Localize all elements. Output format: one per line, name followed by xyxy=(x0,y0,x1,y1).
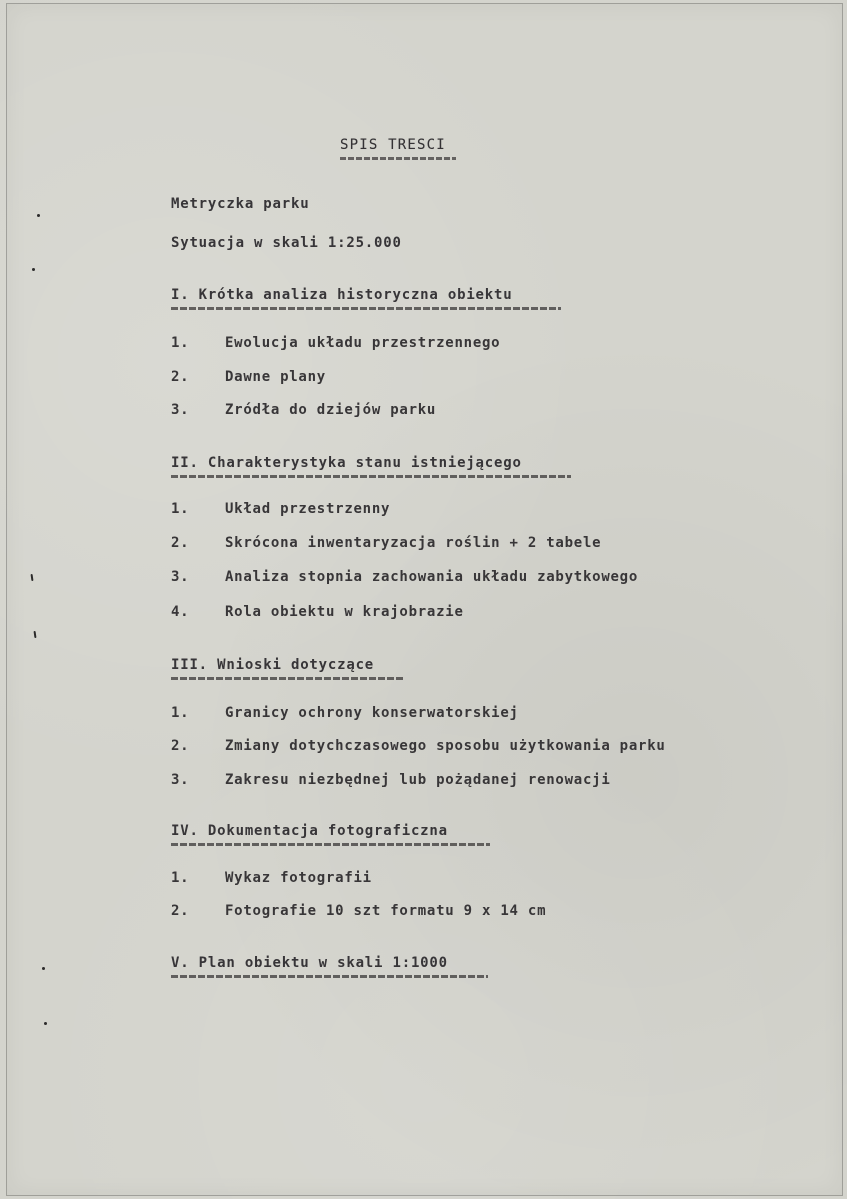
page-title: SPIS TRESCI xyxy=(340,137,446,153)
item-text: Wykaz fotografii xyxy=(225,870,372,886)
item-text: Ewolucja układu przestrzennego xyxy=(225,335,501,351)
item-text: Skrócona inwentaryzacja roślin + 2 tabele xyxy=(225,535,602,551)
section-heading: II. Charakterystyka stanu istniejącego xyxy=(171,455,522,471)
list-item xyxy=(171,534,601,552)
list-item xyxy=(171,500,390,518)
margin-mark xyxy=(32,268,35,271)
margin-mark xyxy=(37,214,40,217)
list-item xyxy=(171,401,436,419)
item-text: Analiza stopnia zachowania układu zabytkowego xyxy=(225,569,639,585)
item-number: 1. xyxy=(171,705,190,721)
item-text: Fotografie 10 szt formatu 9 x 14 cm xyxy=(225,903,547,919)
margin-mark xyxy=(31,574,34,581)
list-item xyxy=(171,334,500,352)
item-number: 3. xyxy=(171,772,190,788)
section-underline xyxy=(171,307,561,310)
section-underline xyxy=(171,975,488,978)
list-item xyxy=(171,869,372,887)
item-text: Rola obiektu w krajobrazie xyxy=(225,604,464,620)
item-text: Zakresu niezbędnej lub pożądanej renowacji xyxy=(225,772,611,788)
item-number: 1. xyxy=(171,335,190,351)
item-number: 3. xyxy=(171,402,190,418)
title-underline xyxy=(340,157,456,160)
section-heading: V. Plan obiektu w skali 1:1000 xyxy=(171,955,448,971)
item-number: 4. xyxy=(171,604,190,620)
list-item xyxy=(171,368,326,386)
list-item xyxy=(171,737,666,755)
item-text: Dawne plany xyxy=(225,369,326,385)
section-heading: I. Krótka analiza historyczna obiektu xyxy=(171,287,513,303)
margin-mark xyxy=(44,1022,47,1025)
margin-mark xyxy=(34,631,37,638)
item-text: Zmiany dotychczasowego sposobu użytkowania parku xyxy=(225,738,666,754)
section-underline xyxy=(171,843,490,846)
section-heading: III. Wnioski dotyczące xyxy=(171,657,375,673)
section-underline xyxy=(171,677,404,680)
list-item xyxy=(171,902,546,920)
item-number: 3. xyxy=(171,569,190,585)
intro-line: Sytuacja w skali 1:25.000 xyxy=(171,235,402,251)
item-number: 1. xyxy=(171,870,190,886)
list-item xyxy=(171,771,611,789)
list-item xyxy=(171,568,638,586)
margin-mark xyxy=(42,967,45,970)
list-item xyxy=(171,603,464,621)
item-number: 2. xyxy=(171,369,190,385)
item-number: 2. xyxy=(171,903,190,919)
item-text: Granicy ochrony konserwatorskiej xyxy=(225,705,519,721)
section-underline xyxy=(171,475,571,478)
page-border xyxy=(6,3,843,1196)
item-number: 1. xyxy=(171,501,190,517)
list-item xyxy=(171,704,519,722)
item-text: Zródła do dziejów parku xyxy=(225,402,437,418)
section-heading: IV. Dokumentacja fotograficzna xyxy=(171,823,448,839)
item-text: Układ przestrzenny xyxy=(225,501,391,517)
item-number: 2. xyxy=(171,738,190,754)
intro-line: Metryczka parku xyxy=(171,196,310,212)
item-number: 2. xyxy=(171,535,190,551)
